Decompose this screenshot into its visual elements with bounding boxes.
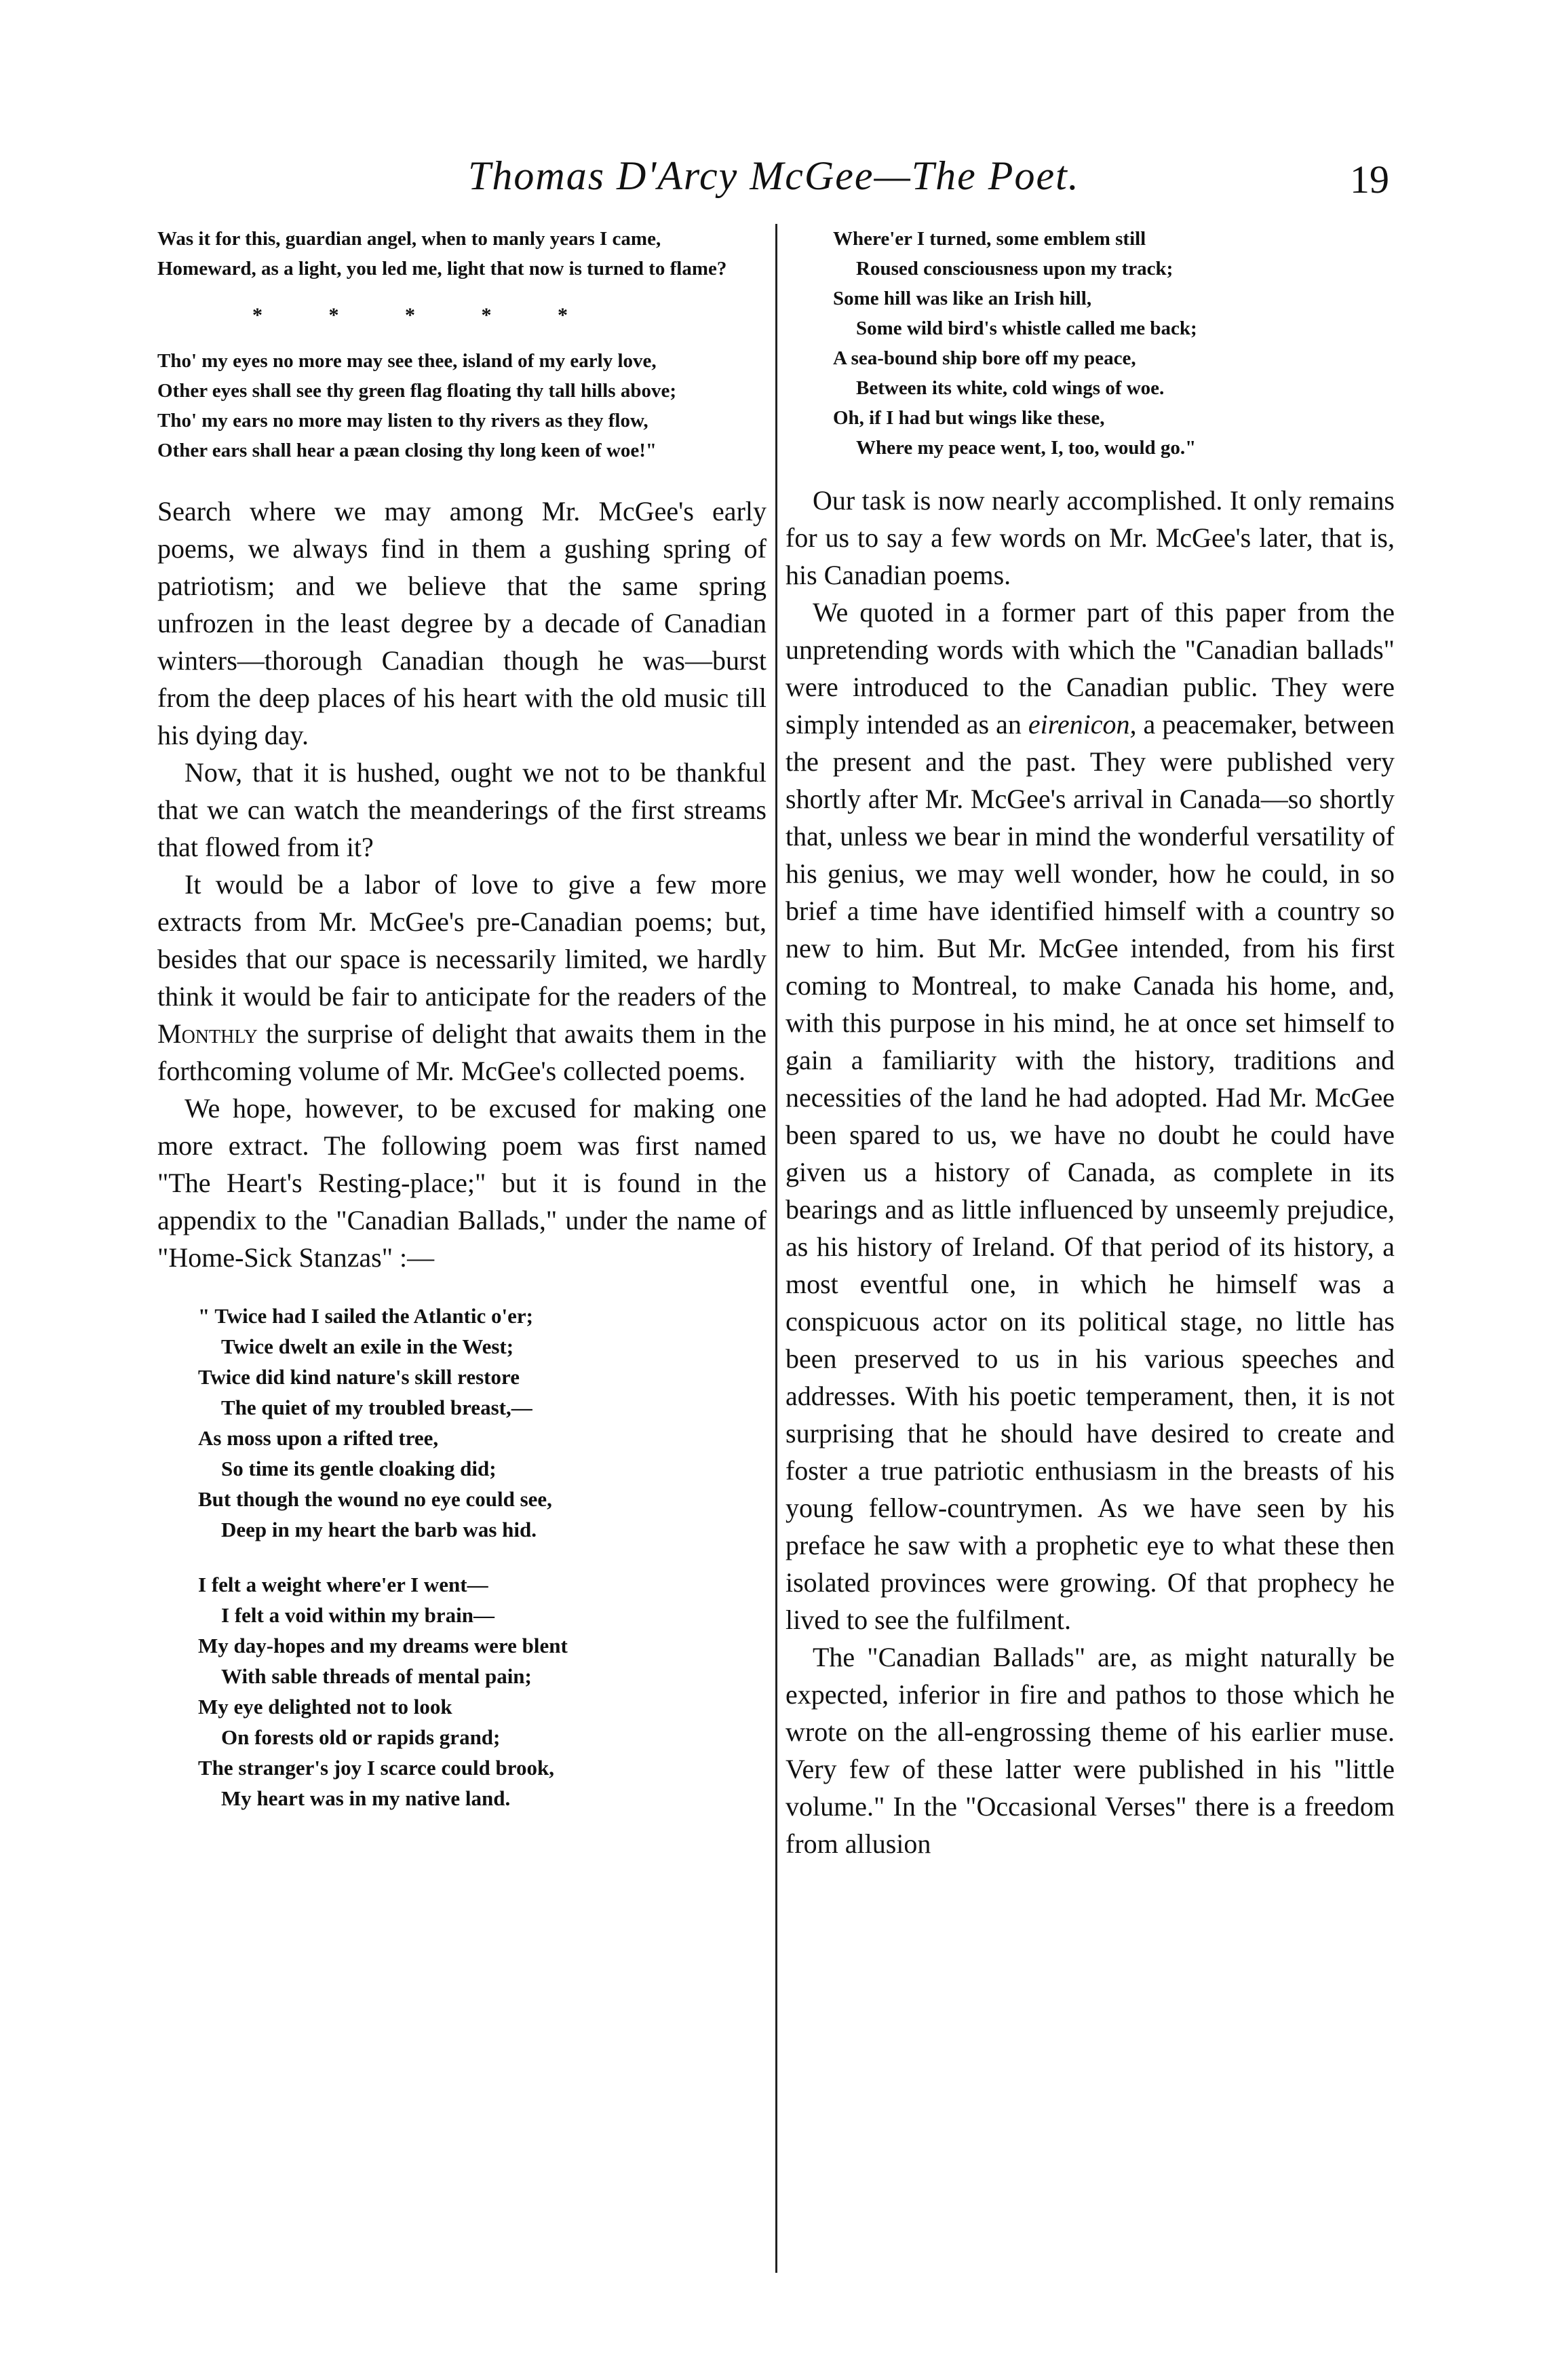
verse-line: But though the wound no eye could see, bbox=[198, 1487, 552, 1511]
eirenicon-italic: eirenicon, bbox=[1028, 709, 1137, 740]
verse-line: With sable threads of mental pain; bbox=[221, 1664, 532, 1688]
stanza-1 bbox=[198, 1301, 767, 1545]
verse-line: Twice did kind nature's skill restore bbox=[198, 1365, 520, 1389]
verse-line: The quiet of my troubled breast,— bbox=[221, 1396, 532, 1419]
verse-line: Other eyes shall see thy green flag floating thy tall hills above; bbox=[157, 380, 676, 402]
verse-line: Twice dwelt an exile in the West; bbox=[221, 1335, 514, 1358]
verse-line: Other ears shall hear a pæan closing thy long keen of woe!" bbox=[157, 440, 657, 461]
verse-line: A sea-bound ship bore off my peace, bbox=[833, 347, 1136, 369]
right-column bbox=[785, 224, 1395, 1862]
verse-line: Some hill was like an Irish hill, bbox=[833, 288, 1092, 309]
monthly-smallcaps: Monthly bbox=[157, 1018, 258, 1049]
paragraph: Our task is now nearly accomplished. It only remains for us to say a few words on Mr. McGee's later, that is, his Canadian poems. bbox=[785, 485, 1395, 590]
verse-line: Between its white, cold wings of woe. bbox=[856, 377, 1165, 399]
verse-line: Oh, if I had but wings like these, bbox=[833, 407, 1105, 429]
verse-line: My day-hopes and my dreams were blent bbox=[198, 1634, 568, 1657]
verse-line: So time its gentle cloaking did; bbox=[221, 1457, 497, 1480]
paragraph-text: It would be a labor of love to give a few more extracts from Mr. McGee's pre-Canadian poems; but, besides that our space is necessarily limited, we hardly think it would be fair to anticipate for the readers of the bbox=[157, 869, 767, 1012]
paragraph-text: We quoted in a former part of this paper from the unpretending words with which the "Canadian ballads" were introduced to the Canadian public. They were simply intended as an bbox=[785, 597, 1395, 740]
paragraph-text: the surprise of delight that awaits them in the forthcoming volume of Mr. McGee's collected poems. bbox=[157, 1018, 767, 1086]
verse-line: Deep in my heart the barb was hid. bbox=[221, 1518, 537, 1541]
stanza-3 bbox=[833, 224, 1395, 463]
verse-line: Roused consciousness upon my track; bbox=[856, 258, 1173, 280]
paragraph bbox=[785, 594, 1395, 1638]
page-number: 19 bbox=[1350, 157, 1389, 201]
verse-line: On forests old or rapids grand; bbox=[221, 1725, 501, 1749]
verse-line: My heart was in my native land. bbox=[221, 1786, 511, 1810]
verse-line: Where'er I turned, some emblem still bbox=[833, 228, 1146, 250]
paragraph-text: a peacemaker, between the present and the past. They were published very shortly after Mr. McGee's arrival in Canada—so shortly that, unless we bear in mind the wonderful versatility of his genius, we may well wonder, how he could, in so brief a time have identified himself with a country so new to him. But Mr. McGee intended, from his first coming to Montreal, to make Canada his home, and, with this purpose in his mind, he at once set himself to gain a familiarity with the history, traditions and necessities of the land he had adopted. Had Mr. McGee been spared to us, we have no doubt he could have given us a history of Canada, as complete in its bearings and as little influenced by unseemly prejudice, as his history of Ireland. Of that period of its history, a most eventful one, in which he himself was a conspicuous actor on its political stage, no little has been preserved to us in his various speeches and addresses. With his poetic temperament, then, it is not surprising that he should have desired to create and foster a true patriotic enthusiasm in the breasts of his young fellow-countrymen. As we have seen by his preface he saw with a prophetic eye to what these then isolated provinces were growing. Of that prophecy he lived to see the fulfilment. bbox=[785, 709, 1395, 1635]
running-title: Thomas D'Arcy McGee—The Poet. bbox=[468, 153, 1080, 198]
paragraph: Now, that it is hushed, ought we not to be thankful that we can watch the meanderings of the first streams that flowed from it? bbox=[157, 757, 767, 862]
verse-line: " Twice had I sailed the Atlantic o'er; bbox=[198, 1304, 533, 1328]
verse-line: The stranger's joy I scarce could brook, bbox=[198, 1756, 554, 1780]
verse-top bbox=[157, 224, 767, 284]
paragraph: We hope, however, to be excused for making one more extract. The following poem was first named "The Heart's Resting-place;" but it is found in the appendix to the "Canadian Ballads," under the name of "Home-Sick Stanzas" :— bbox=[157, 1093, 767, 1273]
stanza-2 bbox=[198, 1569, 767, 1813]
verse-mid bbox=[157, 346, 767, 465]
verse-line: Homeward, as a light, you led me, light that now is turned to flame? bbox=[157, 258, 727, 280]
paragraph bbox=[157, 866, 767, 1090]
verse-line: Tho' my eyes no more may see thee, island of my early love, bbox=[157, 350, 657, 372]
column-divider bbox=[775, 224, 777, 2273]
verse-line: Some wild bird's whistle called me back; bbox=[856, 318, 1197, 339]
section-stars: * * * * * bbox=[252, 304, 568, 326]
left-column bbox=[157, 224, 767, 1813]
verse-line: I felt a weight where'er I went— bbox=[198, 1573, 488, 1596]
paragraph: Search where we may among Mr. McGee's early poems, we always find in them a gushing spring of patriotism; and we believe that the same spring unfrozen in the least degree by a decade of Canadian winters—thorough Canadian though he was—burst from the deep places of his heart with the old music till his dying day. bbox=[157, 496, 767, 750]
verse-line: Where my peace went, I, too, would go." bbox=[856, 437, 1197, 459]
verse-line: I felt a void within my brain— bbox=[221, 1603, 495, 1627]
verse-line: My eye delighted not to look bbox=[198, 1695, 452, 1719]
verse-line: Tho' my ears no more may listen to thy rivers as they flow, bbox=[157, 410, 648, 431]
paragraph: The "Canadian Ballads" are, as might naturally be expected, inferior in fire and pathos to those which he wrote on the all-engrossing theme of his earlier muse. Very few of these latter were published in his "little volume." In the "Occasional Verses" there is a freedom from allusion bbox=[785, 1642, 1395, 1859]
running-head bbox=[0, 153, 1552, 207]
verse-line: Was it for this, guardian angel, when to manly years I came, bbox=[157, 228, 661, 250]
verse-line: As moss upon a rifted tree, bbox=[198, 1426, 439, 1450]
